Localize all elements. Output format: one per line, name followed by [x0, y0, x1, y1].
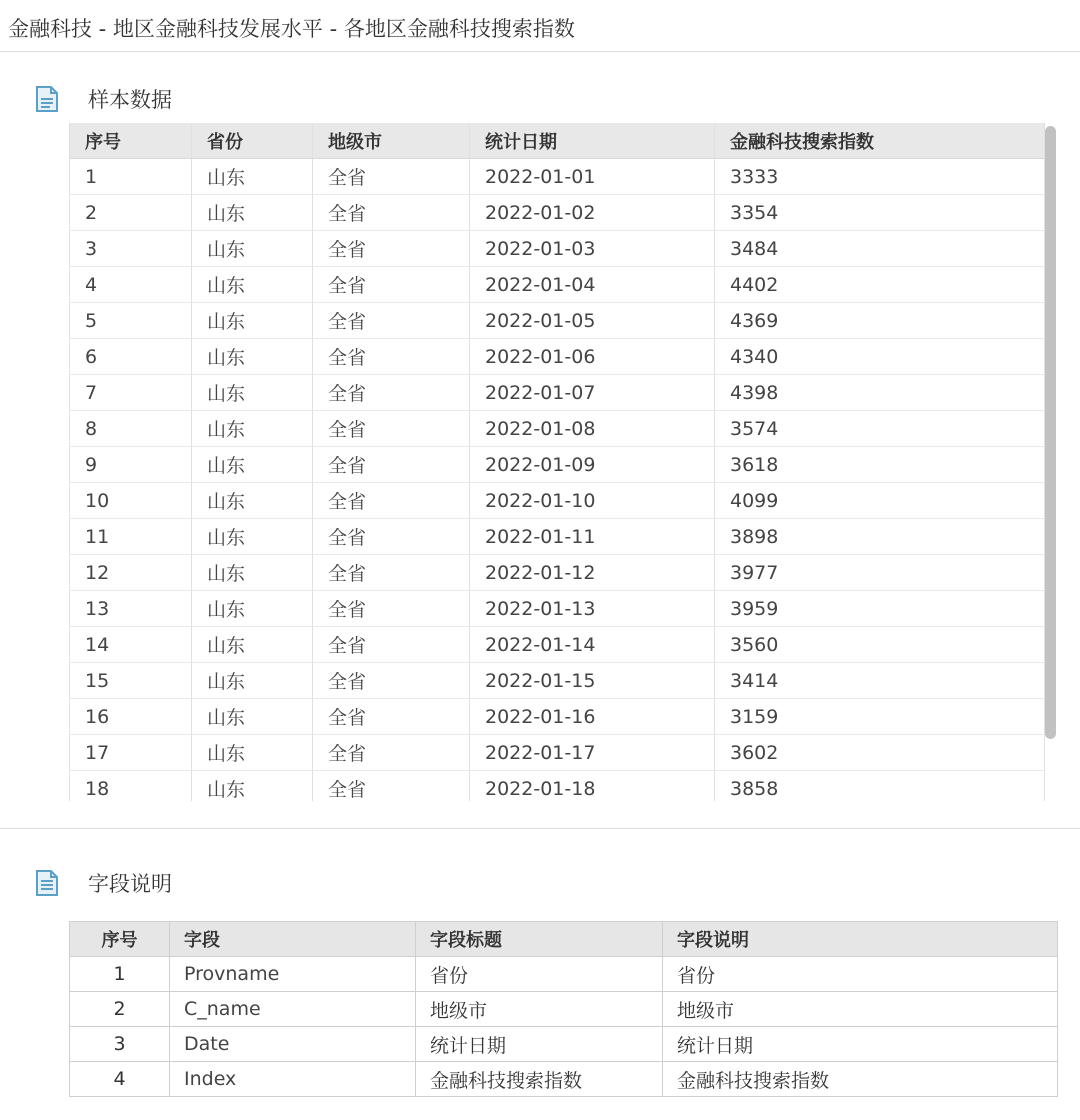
table-row: [70, 627, 1045, 663]
table-cell: 2022-01-14: [470, 627, 715, 663]
table-cell: 2022-01-06: [470, 339, 715, 375]
table-cell: 全省: [313, 771, 470, 802]
column-header: 字段: [170, 922, 416, 957]
table-cell: 地级市: [416, 992, 663, 1027]
table-cell: 山东: [192, 591, 313, 627]
section-divider: [0, 828, 1080, 829]
table-cell: 全省: [313, 555, 470, 591]
table-cell: 山东: [192, 663, 313, 699]
table-cell: 3574: [715, 411, 1045, 447]
table-cell: 省份: [663, 957, 1058, 992]
table-cell: 7: [70, 375, 192, 411]
table-cell: 12: [70, 555, 192, 591]
table-cell: 山东: [192, 195, 313, 231]
table-row: [70, 195, 1045, 231]
scrollbar-thumb[interactable]: [1045, 126, 1056, 739]
table-row: [70, 555, 1045, 591]
table-cell: 18: [70, 771, 192, 802]
column-header: 金融科技搜索指数: [715, 123, 1045, 159]
table-cell: 山东: [192, 375, 313, 411]
table-cell: 全省: [313, 411, 470, 447]
table-cell: 2022-01-09: [470, 447, 715, 483]
table-cell: 2022-01-02: [470, 195, 715, 231]
field-description-table: [69, 921, 1058, 1097]
table-cell: 2022-01-05: [470, 303, 715, 339]
table-cell: 全省: [313, 375, 470, 411]
table-cell: 2022-01-13: [470, 591, 715, 627]
table-row: [70, 483, 1045, 519]
table-header-row: [70, 922, 1058, 957]
table-cell: Date: [170, 1027, 416, 1062]
table-cell: 山东: [192, 699, 313, 735]
table-cell: 2022-01-10: [470, 483, 715, 519]
table-row: [70, 699, 1045, 735]
column-header: 统计日期: [470, 123, 715, 159]
table-row: [70, 1027, 1058, 1062]
table-row: [70, 771, 1045, 802]
table-cell: 2: [70, 992, 170, 1027]
table-cell: 全省: [313, 663, 470, 699]
table-cell: 统计日期: [663, 1027, 1058, 1062]
table-cell: 全省: [313, 591, 470, 627]
table-cell: 地级市: [663, 992, 1058, 1027]
table-cell: 2022-01-15: [470, 663, 715, 699]
table-cell: 13: [70, 591, 192, 627]
table-row: [70, 591, 1045, 627]
table-cell: 全省: [313, 303, 470, 339]
table-row: [70, 231, 1045, 267]
table-row: [70, 992, 1058, 1027]
table-cell: 2022-01-11: [470, 519, 715, 555]
table-cell: 4402: [715, 267, 1045, 303]
table-cell: 17: [70, 735, 192, 771]
table-row: [70, 663, 1045, 699]
table-cell: 山东: [192, 771, 313, 802]
table-cell: 山东: [192, 231, 313, 267]
table-cell: 山东: [192, 411, 313, 447]
table-cell: 山东: [192, 447, 313, 483]
table-cell: 全省: [313, 519, 470, 555]
table-cell: 4340: [715, 339, 1045, 375]
column-header: 地级市: [313, 123, 470, 159]
field-section-title: 字段说明: [88, 872, 172, 896]
table-cell: 4099: [715, 483, 1045, 519]
table-cell: 山东: [192, 303, 313, 339]
table-cell: 6: [70, 339, 192, 375]
table-cell: 3333: [715, 159, 1045, 195]
table-cell: 金融科技搜索指数: [416, 1062, 663, 1097]
table-cell: 2: [70, 195, 192, 231]
table-cell: 8: [70, 411, 192, 447]
table-cell: 全省: [313, 159, 470, 195]
table-cell: 4: [70, 267, 192, 303]
table-cell: 全省: [313, 699, 470, 735]
table-cell: 山东: [192, 519, 313, 555]
table-cell: 2022-01-04: [470, 267, 715, 303]
table-cell: 2022-01-12: [470, 555, 715, 591]
table-cell: 2022-01-17: [470, 735, 715, 771]
column-header: 序号: [70, 922, 170, 957]
table-cell: 3: [70, 231, 192, 267]
table-cell: 省份: [416, 957, 663, 992]
table-row: [70, 375, 1045, 411]
table-cell: 9: [70, 447, 192, 483]
column-header: 字段标题: [416, 922, 663, 957]
table-cell: 山东: [192, 159, 313, 195]
table-cell: 5: [70, 303, 192, 339]
table-cell: 3414: [715, 663, 1045, 699]
table-cell: 11: [70, 519, 192, 555]
table-cell: 3602: [715, 735, 1045, 771]
table-row: [70, 411, 1045, 447]
table-cell: 全省: [313, 267, 470, 303]
table-cell: 全省: [313, 627, 470, 663]
table-cell: 1: [70, 957, 170, 992]
table-cell: 3354: [715, 195, 1045, 231]
table-cell: 2022-01-18: [470, 771, 715, 802]
table-cell: 1: [70, 159, 192, 195]
table-row: [70, 267, 1045, 303]
table-cell: 山东: [192, 627, 313, 663]
table-row: [70, 957, 1058, 992]
table-cell: 2022-01-03: [470, 231, 715, 267]
table-cell: 15: [70, 663, 192, 699]
table-cell: 金融科技搜索指数: [663, 1062, 1058, 1097]
field-section-header: [36, 868, 172, 898]
table-cell: 3484: [715, 231, 1045, 267]
table-cell: 统计日期: [416, 1027, 663, 1062]
column-header: 序号: [70, 123, 192, 159]
table-row: [70, 159, 1045, 195]
table-cell: 10: [70, 483, 192, 519]
table-cell: 3898: [715, 519, 1045, 555]
vertical-scrollbar[interactable]: [1044, 123, 1057, 801]
table-row: [70, 1062, 1058, 1097]
table-cell: 2022-01-07: [470, 375, 715, 411]
table-cell: 山东: [192, 735, 313, 771]
table-cell: 山东: [192, 339, 313, 375]
table-cell: 2022-01-01: [470, 159, 715, 195]
table-cell: 全省: [313, 447, 470, 483]
table-cell: 山东: [192, 483, 313, 519]
table-cell: Provname: [170, 957, 416, 992]
table-cell: 3977: [715, 555, 1045, 591]
column-header: 省份: [192, 123, 313, 159]
sample-section-title: 样本数据: [88, 88, 172, 112]
table-header-row: [70, 123, 1045, 159]
table-cell: 全省: [313, 483, 470, 519]
sample-data-table-container[interactable]: [69, 123, 1057, 801]
table-cell: 山东: [192, 267, 313, 303]
table-cell: 2022-01-16: [470, 699, 715, 735]
table-cell: 3858: [715, 771, 1045, 802]
table-cell: 3618: [715, 447, 1045, 483]
table-cell: 4: [70, 1062, 170, 1097]
document-icon: [36, 86, 58, 112]
table-cell: 14: [70, 627, 192, 663]
table-cell: 3959: [715, 591, 1045, 627]
sample-data-table: [69, 123, 1045, 801]
sample-section-header: [36, 84, 172, 114]
table-cell: 3: [70, 1027, 170, 1062]
table-cell: 山东: [192, 555, 313, 591]
table-cell: 2022-01-08: [470, 411, 715, 447]
table-row: [70, 303, 1045, 339]
table-cell: 全省: [313, 735, 470, 771]
header-divider: [0, 51, 1080, 52]
table-cell: Index: [170, 1062, 416, 1097]
table-cell: 3159: [715, 699, 1045, 735]
table-cell: 全省: [313, 231, 470, 267]
document-icon: [36, 870, 58, 896]
table-cell: 16: [70, 699, 192, 735]
table-cell: 4398: [715, 375, 1045, 411]
page-title: 金融科技 - 地区金融科技发展水平 - 各地区金融科技搜索指数: [8, 17, 575, 41]
table-row: [70, 519, 1045, 555]
table-cell: 3560: [715, 627, 1045, 663]
table-cell: 全省: [313, 339, 470, 375]
table-cell: 4369: [715, 303, 1045, 339]
column-header: 字段说明: [663, 922, 1058, 957]
table-row: [70, 735, 1045, 771]
table-row: [70, 339, 1045, 375]
table-row: [70, 447, 1045, 483]
table-cell: 全省: [313, 195, 470, 231]
table-cell: C_name: [170, 992, 416, 1027]
